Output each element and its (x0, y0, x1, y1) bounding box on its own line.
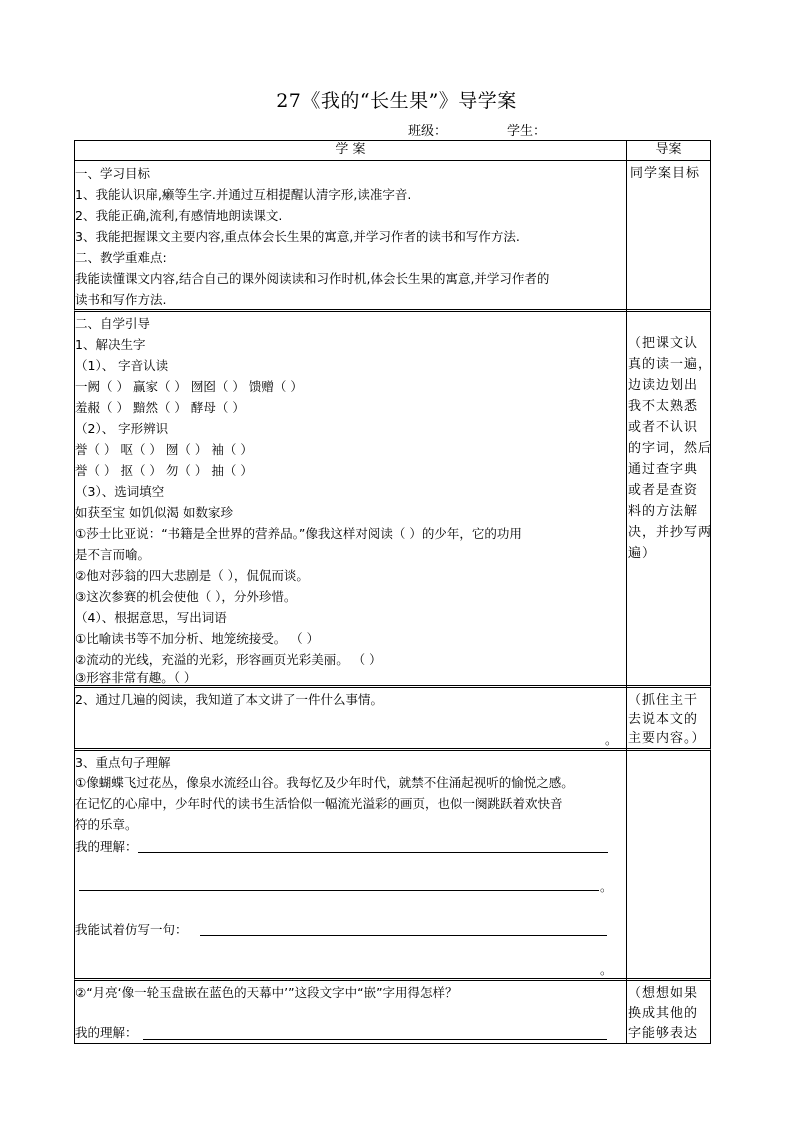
section2-line: 一阙（ ） 赢家（ ） 囫囵（ ） 馈赠（ ） (75, 379, 303, 394)
section1-line: 一、学习目标 (75, 166, 151, 181)
section1-line: 3、我能把握课文主要内容,重点体会长生果的寓意,并学习作者的读书和写作方法. (75, 229, 520, 244)
section4-line: ①像蝴蝶飞过花丛，像泉水流经山谷。我每忆及少年时代，就禁不住涌起视听的愉悦之感。 (75, 775, 574, 790)
section3-side-line: 去说本文的 (628, 712, 699, 727)
imitate-label: 我能试着仿写一句： (75, 922, 188, 937)
page-title: 27《我的“长生果”》导学案 (276, 90, 517, 112)
section2-side-line: 或者是查资 (628, 483, 699, 498)
section1-line: 我能读懂课文内容,结合自己的课外阅读读和习作时机,体会长生果的寓意,并学习作者的 (75, 271, 550, 286)
table-head-right (626, 140, 711, 161)
section4-end-mark: 。 (600, 962, 613, 977)
section2-line: ①比喻读书等不加分析、地笼统接受。 （ ） (75, 631, 320, 646)
section2-line: ③这次参赛的机会使他（ ），分外珍惜。 (75, 589, 297, 604)
understand-label: 我的理解： (75, 839, 138, 854)
table-head-right-label: 导案 (655, 142, 682, 157)
section1-line: 1、我能认识扉,癞等生字.并通过互相提醒认清字形,读准字音. (75, 187, 412, 202)
section2-side-line: 通过查字典 (628, 462, 699, 477)
student-label: 学生： (507, 124, 547, 139)
section3-question: 2、通过几遍的阅读，我知道了本文讲了一件什么事情。 (75, 692, 383, 707)
section2-line: 二、自学引导 (75, 316, 151, 331)
section2-line: 如获至宝 如饥似渴 如数家珍 (75, 505, 233, 520)
section4-line: 在记忆的心扉中，少年时代的读书生活恰似一幅流光溢彩的画页，也似一阕跳跃着欢快音 (75, 796, 563, 811)
section2-line: 羞赧（ ） 黯然（ ） 酵母（ ） (75, 400, 245, 415)
section2-side-line: 边读边划出 (628, 378, 699, 393)
section2-line: ③形容非常有趣。（ ） (75, 670, 197, 685)
section5-side-line: 字能够表达 (628, 1026, 699, 1041)
section2-line: （2）、 字形辨识 (75, 421, 169, 436)
imitate-answer-line[interactable] (200, 935, 607, 936)
answer-line[interactable] (79, 890, 599, 891)
section4-line: 符的乐章。 (75, 817, 138, 832)
section2-line: （3）、选词填空 (75, 484, 165, 499)
section2-line: （4）、根据意思，写出词语 (75, 610, 227, 625)
understand-label: 我的理解： (75, 1025, 138, 1040)
section2-line: ②他对莎翁的四大悲剧是（ ），侃侃而谈。 (75, 568, 309, 583)
table-head-left-label: 学 案 (335, 142, 366, 157)
class-label: 班级： (408, 124, 448, 139)
section4-line: 3、重点句子理解 (75, 755, 171, 770)
section2-side-line: 料的方法解 (628, 504, 699, 519)
section2-side-line: 或者不认识 (628, 420, 699, 435)
section2-line: 誉（ ） 呕（ ） 囫（ ） 袖（ ） (75, 442, 253, 457)
section2-side-line: 决，并抄写两 (628, 525, 713, 540)
section2-side-line: 的字词，然后 (628, 441, 713, 456)
section5-side-line: 换成其他的 (628, 1006, 699, 1021)
section2-side-line: 真的读一遍， (628, 357, 713, 372)
answer-line[interactable] (138, 852, 608, 853)
section1-side-note: 同学案目标 (630, 166, 701, 181)
section2-line: （1）、 字音认读 (75, 358, 169, 373)
section5-question: ②“月亮‘像一轮玉盘嵌在蓝色的天幕中’”这段文字中“嵌”字用得怎样？ (75, 985, 458, 1000)
section2-side-line: 遍） (628, 546, 657, 561)
section3-side-line: （抓住主干 (628, 693, 699, 708)
section3-side-line: 主要内容。） (628, 731, 706, 746)
section3-end-mark: 。 (605, 732, 618, 747)
section1-line: 读书和写作方法. (75, 292, 167, 307)
section2-side-line: （把课文认 (628, 336, 699, 351)
section4-end-mark: 。 (600, 879, 613, 894)
section4-side-cell (626, 748, 711, 979)
section2-side-line: 我不太熟悉 (628, 399, 699, 414)
section2-line: 誉（ ） 抠（ ） 勿（ ） 抽（ ） (75, 463, 253, 478)
section1-line: 2、我能正确,流利,有感情地朗读课文. (75, 208, 283, 223)
section2-line: 是不言而喻。 (75, 547, 151, 562)
section1-line: 二、教学重难点: (75, 250, 167, 265)
section2-line: ①莎士比亚说：“书籍是全世界的营养品。”像我这样对阅读（ ）的少年，它的功用 (75, 526, 522, 541)
answer-line[interactable] (143, 1039, 607, 1040)
section2-line: ②流动的光线，充溢的光彩，形容画页光彩美丽。 （ ） (75, 652, 382, 667)
section5-side-line: （想想如果 (628, 986, 699, 1001)
table-head-left (74, 140, 627, 161)
section2-line: 1、解决生字 (75, 337, 146, 352)
